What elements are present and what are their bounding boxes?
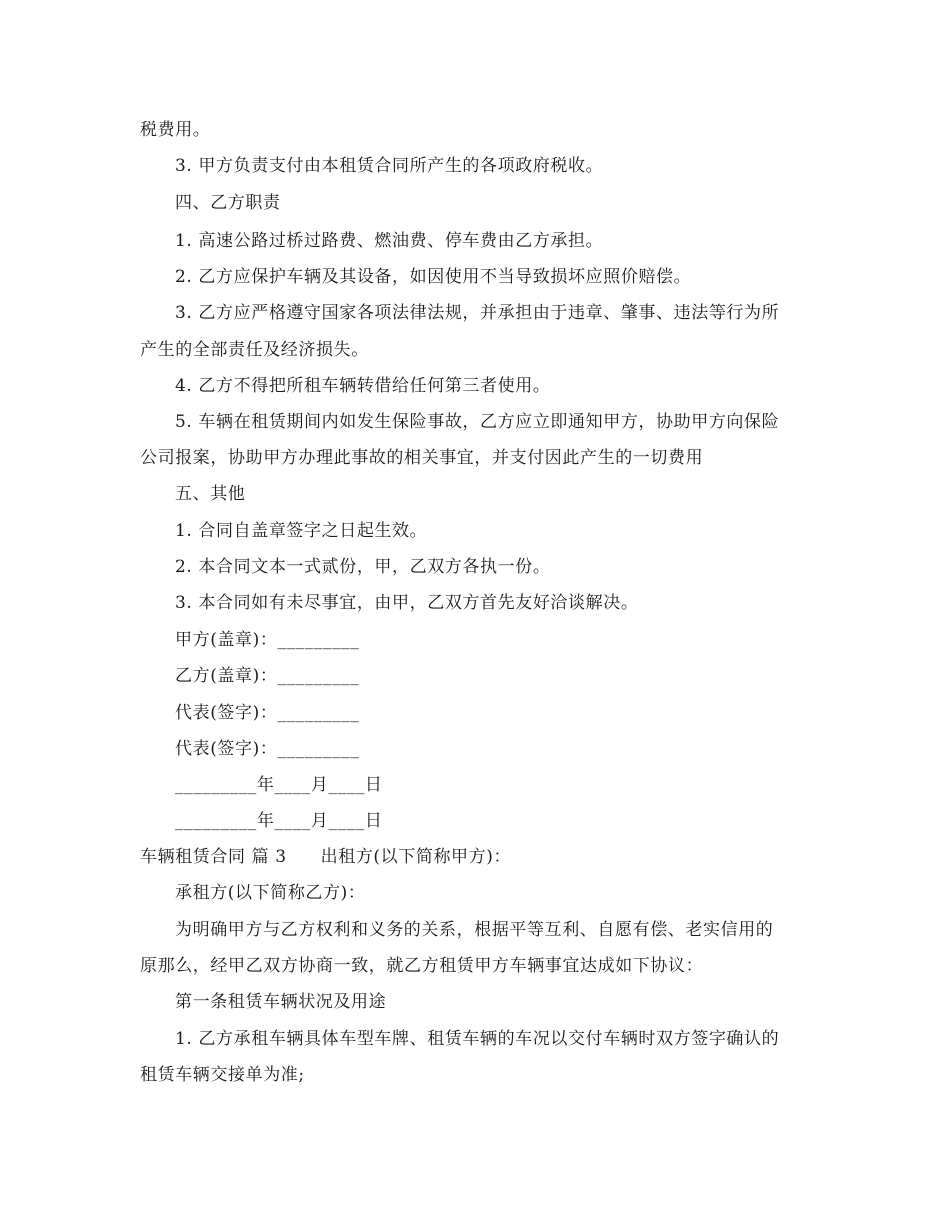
section-heading: 第一条租赁车辆状况及用途 — [175, 992, 387, 1012]
signature-line: 代表(签字)：_________ — [175, 703, 360, 723]
text-line: 1. 高速公路过桥过路费、燃油费、停车费由乙方承担。 — [175, 231, 604, 251]
text-line: 3. 乙方应严格遵守国家各项法律法规，并承担由于违章、肇事、违法等行为所 — [175, 303, 780, 323]
text-line: 为明确甲方与乙方权利和义务的关系，根据平等互利、自愿有偿、老实信用的 — [175, 920, 774, 940]
text-line: 原那么，经甲乙双方协商一致，就乙方租赁甲方车辆事宜达成如下协议： — [140, 956, 704, 976]
signature-line: 乙方(盖章)：_________ — [175, 666, 360, 686]
text-line: 2. 本合同文本一式贰份，甲，乙双方各执一份。 — [175, 557, 551, 577]
text-line: 2. 乙方应保护车辆及其设备，如因使用不当导致损坏应照价赔偿。 — [175, 267, 692, 287]
date-line: _________年____月____日 — [175, 775, 383, 795]
text-line: 税费用。 — [140, 120, 211, 140]
date-line: _________年____月____日 — [175, 811, 383, 831]
lessee-label: 承租方(以下简称乙方)： — [175, 883, 366, 903]
text-line: 3. 本合同如有未尽事宜，由甲，乙双方首先友好洽谈解决。 — [175, 593, 639, 613]
contract-title: 车辆租赁合同 篇 3 — [140, 847, 287, 867]
signature-line: 甲方(盖章)：_________ — [175, 630, 360, 650]
text-line: 1. 乙方承租车辆具体车型车牌、租赁车辆的车况以交付车辆时双方签字确认的 — [175, 1029, 780, 1049]
text-line: 1. 合同自盖章签字之日起生效。 — [175, 521, 428, 541]
text-line: 租赁车辆交接单为准; — [140, 1065, 305, 1085]
text-line: 公司报案，协助甲方办理此事故的相关事宜，并支付因此产生的一切费用 — [140, 448, 704, 468]
section-heading: 五、其他 — [175, 484, 246, 504]
text-line: 5. 车辆在租赁期间内如发生保险事故，乙方应立即通知甲方，协助甲方向保险 — [175, 412, 780, 432]
lessor-label: 出租方(以下简称甲方)： — [320, 847, 512, 867]
text-line: 4. 乙方不得把所租车辆转借给任何第三者使用。 — [175, 376, 551, 396]
text-line: 3. 甲方负责支付由本租赁合同所产生的各项政府税收。 — [175, 156, 604, 176]
contract-title-line — [140, 845, 511, 869]
signature-line: 代表(签字)：_________ — [175, 739, 360, 759]
section-heading: 四、乙方职责 — [175, 193, 281, 213]
text-line: 产生的全部责任及经济损失。 — [140, 340, 369, 360]
